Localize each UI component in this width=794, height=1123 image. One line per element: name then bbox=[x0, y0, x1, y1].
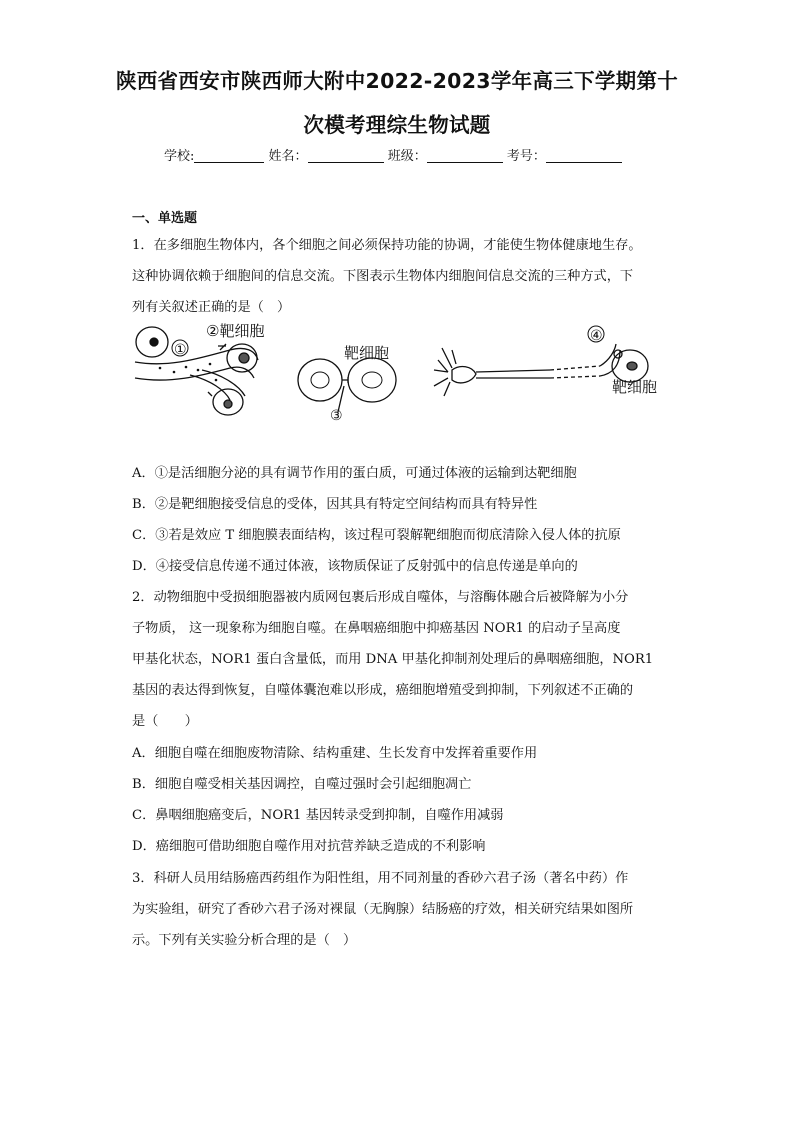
figure-label-3: ③ bbox=[330, 408, 343, 424]
class-field[interactable] bbox=[427, 148, 503, 163]
q3-stem-line-3: 示。下列有关实验分析合理的是（ ） bbox=[132, 933, 357, 948]
contact-target-cell bbox=[348, 358, 396, 402]
q1-stem-line-2: 这种协调依赖于细胞间的信息交流。下图表示生物体内细胞间信息交流的三种方式，下 bbox=[132, 269, 634, 284]
q1-option-a[interactable]: A．①是活细胞分泌的具有调节作用的蛋白质，可通过体液的运输到达靶细胞 bbox=[132, 466, 577, 481]
figure-target-label-right: 靶细胞 bbox=[612, 378, 658, 396]
q3-stem-line-2: 为实验组，研究了香砂六君子汤对裸鼠（无胸腺）结肠癌的疗效，相关研究结果如图所 bbox=[132, 902, 634, 917]
q2-stem-line-4: 基因的表达得到恢复，自噬体囊泡难以形成，癌细胞增殖受到抑制，下列叙述不正确的 bbox=[132, 683, 634, 698]
neuron-soma bbox=[452, 367, 476, 383]
figure-label-4: ④ bbox=[590, 328, 603, 344]
q2-stem-line-3: 甲基化状态，NOR1 蛋白含量低，而用 DNA 甲基化抑制剂处理后的鼻咽癌细胞，NOR1 bbox=[132, 652, 654, 667]
q2-stem-line-1: 2．动物细胞中受损细胞器被内质网包裹后形成自噬体，与溶酶体融合后被降解为小分 bbox=[132, 590, 629, 605]
q3-stem-line-1: 3．科研人员用结肠癌西药组作为阳性组，用不同剂量的香砂六君子汤（著名中药）作 bbox=[132, 871, 629, 886]
q2-option-a[interactable]: A．细胞自噬在细胞废物清除、结构重建、生长发育中发挥着重要作用 bbox=[132, 746, 538, 761]
cell-signaling-figure bbox=[130, 320, 670, 430]
q1-option-c[interactable]: C．③若是效应 T 细胞膜表面结构，该过程可裂解靶细胞而彻底清除入侵人体的抗原 bbox=[132, 528, 621, 543]
name-label: 姓名： bbox=[268, 149, 308, 164]
q2-option-d[interactable]: D．癌细胞可借助细胞自噬作用对抗营养缺乏造成的不利影响 bbox=[132, 839, 486, 854]
school-field[interactable] bbox=[194, 148, 264, 163]
student-info-row bbox=[164, 145, 622, 164]
q1-stem-line-3: 列有关叙述正确的是（ ） bbox=[132, 300, 291, 315]
figure-target-label-middle: 靶细胞 bbox=[344, 344, 390, 362]
figure-label-1: ① bbox=[174, 342, 187, 358]
q1-option-d[interactable]: D．④接受信息传递不通过体液，该物质保证了反射弧中的信息传递是单向的 bbox=[132, 559, 578, 574]
class-label: 班级： bbox=[387, 149, 427, 164]
q2-option-c[interactable]: C．鼻咽细胞癌变后，NOR1 基因转录受到抑制，自噬作用减弱 bbox=[132, 808, 504, 823]
number-label: 考号： bbox=[506, 149, 546, 164]
school-label: 学校: bbox=[164, 149, 195, 164]
name-field[interactable] bbox=[308, 148, 384, 163]
q1-stem-line-1: 1．在多细胞生物体内，各个细胞之间必须保持功能的协调，才能使生物体健康地生存。 bbox=[132, 238, 642, 253]
q2-stem-line-2: 子物质， 这一现象称为细胞自噬。在鼻咽癌细胞中抑癌基因 NOR1 的启动子呈高度 bbox=[132, 621, 621, 636]
q1-option-b[interactable]: B．②是靶细胞接受信息的受体，因其具有特定空间结构而具有特异性 bbox=[132, 497, 538, 512]
dendrites bbox=[434, 348, 456, 396]
exam-title-line-1: 陕西省西安市陕西师大附中2022-2023学年高三下学期第十 bbox=[115, 69, 679, 93]
signaling-cell bbox=[298, 359, 342, 401]
q2-option-b[interactable]: B．细胞自噬受相关基因调控，自噬过强时会引起细胞凋亡 bbox=[132, 777, 472, 792]
figure-label-2: ②靶细胞 bbox=[206, 322, 265, 340]
section-heading: 一、单选题 bbox=[132, 211, 198, 226]
number-field[interactable] bbox=[546, 148, 622, 163]
exam-title-line-2: 次模考理综生物试题 bbox=[303, 113, 491, 137]
endocrine-signaling-panel bbox=[135, 327, 258, 415]
q2-stem-line-5: 是（ ） bbox=[132, 714, 198, 729]
contact-signaling-panel bbox=[298, 358, 396, 412]
